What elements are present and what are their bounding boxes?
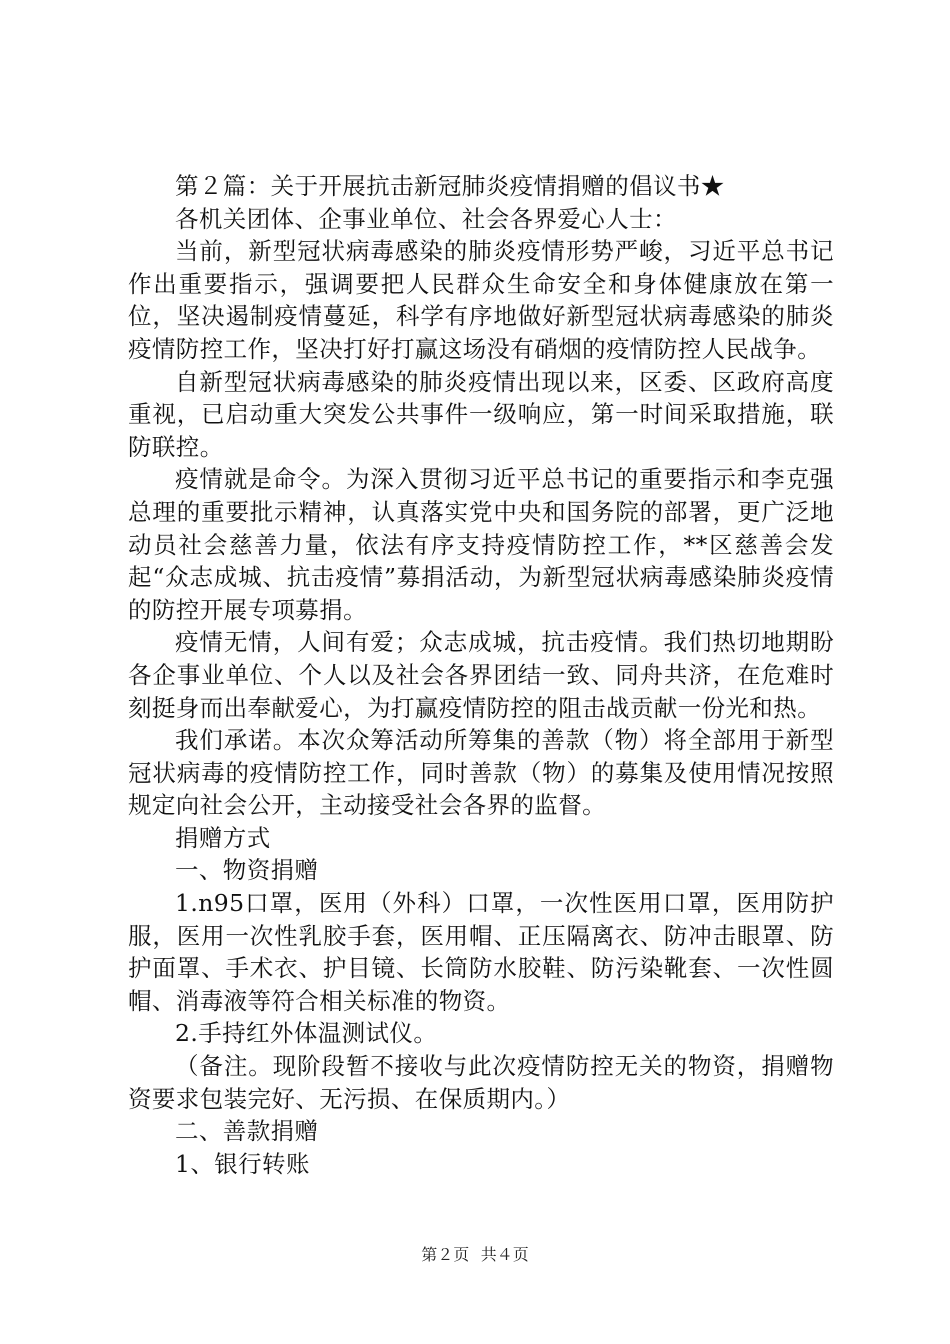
- paragraph-response: 自新型冠状病毒感染的肺炎疫情出现以来，区委、区政府高度重视，已启动重大突发公共事件一级响应，第一时间采取措施，联防联控。: [128, 367, 834, 461]
- section-funds-heading: 二、善款捐赠: [175, 1117, 319, 1146]
- salutation: 各机关团体、企事业单位、社会各界爱心人士：: [175, 204, 677, 233]
- page-footer: [0, 1244, 950, 1266]
- paragraph-promise: 我们承诺。本次众筹活动所筹集的善款（物）将全部用于新型冠状病毒的疫情防控工作，同时善款（物）的募集及使用情况按照规定向社会公开，主动接受社会各界的监督。: [128, 726, 834, 820]
- donation-heading: 捐赠方式: [175, 823, 271, 852]
- page-total: 共４页: [480, 1245, 529, 1264]
- paragraph-appeal: 疫情无情，人间有爱；众志成城，抗击疫情。我们热切地期盼各企事业单位、个人以及社会各界团结一致、同舟共济，在危难时刻挺身而出奉献爱心，为打赢疫情防控的阻击战贡献一份光和热。: [128, 628, 834, 722]
- note-paragraph: （备注。现阶段暂不接收与此次疫情防控无关的物资，捐赠物资要求包装完好、无污损、在保质期内。）: [128, 1052, 834, 1113]
- page-number: 第２页: [421, 1245, 470, 1264]
- section-materials-heading: 一、物资捐赠: [175, 856, 319, 885]
- document-title: 第２篇：关于开展抗击新冠肺炎疫情捐赠的倡议书★: [175, 172, 725, 200]
- list-item-supplies: 1.n95口罩，医用（外科）口罩，一次性医用口罩，医用防护服，医用一次性乳胶手套，医用帽、正压隔离衣、防冲击眼罩、防护面罩、手术衣、护目镜、长筒防水胶鞋、防污染靴套、一次性圆帽、消毒液等符合相关标准的物资。: [128, 889, 834, 1015]
- document-body: [128, 170, 834, 1180]
- paragraph-campaign: 疫情就是命令。为深入贯彻习近平总书记的重要指示和李克强总理的重要批示精神，认真落实党中央和国务院的部署，更广泛地动员社会慈善力量，依法有序支持疫情防控工作，**区慈善会发起“众志成城、抗击疫情”募捐活动，为新型冠状病毒感染肺炎疫情的防控开展专项募捐。: [128, 465, 834, 624]
- list-item-bank-transfer: 1、银行转账: [175, 1149, 310, 1178]
- list-item-thermometer: 2.手持红外体温测试仪。: [175, 1019, 438, 1048]
- paragraph-situation: 当前，新型冠状病毒感染的肺炎疫情形势严峻，习近平总书记作出重要指示，强调要把人民群众生命安全和身体健康放在第一位，坚决遏制疫情蔓延，科学有序地做好新型冠状病毒感染的肺炎疫情防控工作，坚决打好打赢这场没有硝烟的疫情防控人民战争。: [128, 237, 834, 363]
